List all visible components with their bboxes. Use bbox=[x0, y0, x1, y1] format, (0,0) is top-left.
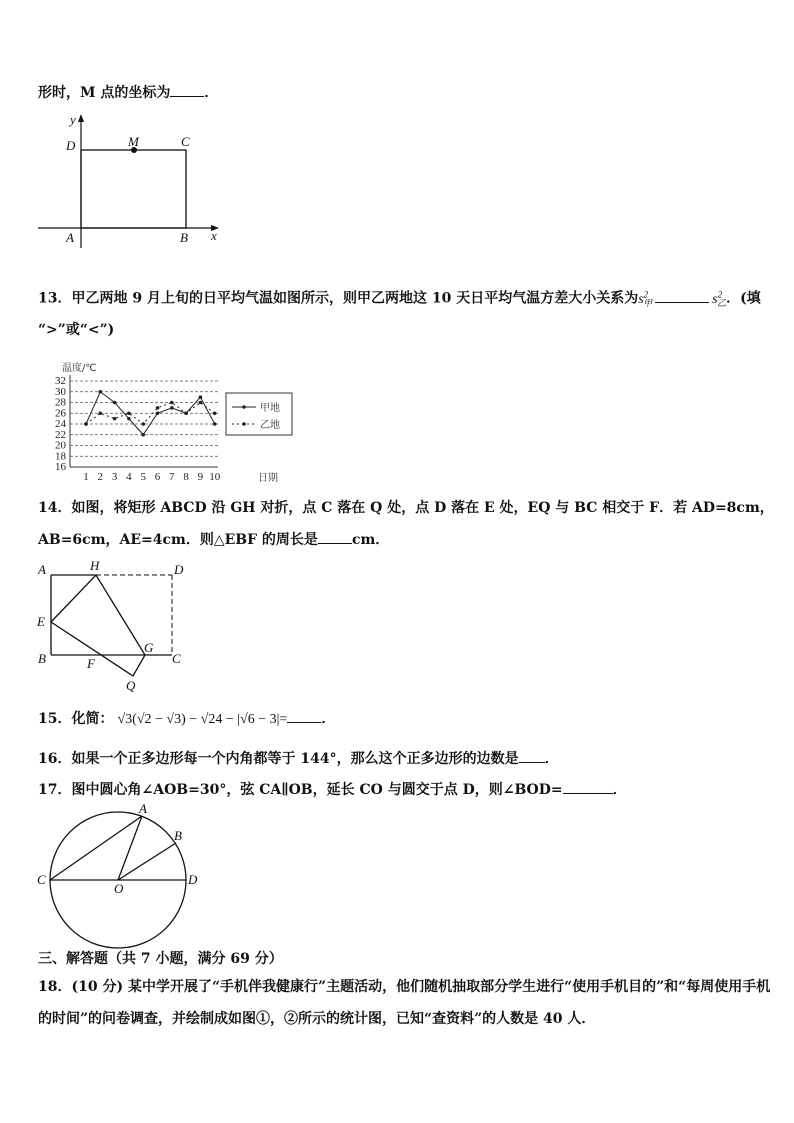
label-b: B bbox=[38, 651, 46, 666]
chart-y-tick-label: 16 bbox=[55, 461, 66, 473]
series-1-point bbox=[127, 417, 131, 421]
label-c: C bbox=[172, 651, 181, 666]
chart-y-tick-label: 26 bbox=[55, 407, 66, 420]
chart-y-tick-label: 24 bbox=[55, 418, 66, 430]
legend-marker-2 bbox=[242, 422, 246, 426]
s-yi: $s^2_乙$ bbox=[712, 289, 727, 309]
label-q: Q bbox=[126, 678, 136, 693]
q15-expression: √3(√2 − √3) − √24 − |√6 − 3|= bbox=[117, 712, 288, 727]
chart-y-tick-label: 18 bbox=[55, 450, 66, 463]
series-1-point bbox=[99, 390, 103, 394]
label-d: D bbox=[188, 872, 198, 887]
legend-marker-1 bbox=[242, 405, 246, 409]
chart-y-tick-label: 20 bbox=[55, 439, 66, 452]
chart-y-tick-label: 28 bbox=[55, 396, 66, 409]
label-c: C bbox=[181, 134, 190, 149]
label-a: A bbox=[139, 801, 147, 816]
answer-blank-q15[interactable] bbox=[287, 708, 321, 723]
legend-label-2: 乙地 bbox=[260, 420, 280, 431]
q13-line2: “>”或“<”) bbox=[38, 322, 115, 338]
series-1-point bbox=[113, 401, 117, 405]
chart-x-tick-label: 5 bbox=[140, 471, 146, 483]
series-2-point bbox=[199, 401, 203, 405]
chart-x-tick-label: 3 bbox=[111, 471, 118, 483]
chart-legend-box bbox=[226, 393, 292, 435]
legend-label-1: 甲地 bbox=[260, 403, 280, 414]
series-2-point bbox=[99, 411, 103, 415]
q16-line: 16．如果一个正多边形每一个内角都等于 144°，那么这个正多边形的边数是 ． bbox=[38, 748, 559, 769]
q12-figure bbox=[30, 110, 230, 250]
q15-line: 15．化简： √3(√2 − √3) − √24 − |√6 − 3|= ． bbox=[38, 708, 335, 730]
chart-x-tick-label: 6 bbox=[154, 471, 161, 483]
series-2-point bbox=[127, 411, 131, 415]
label-m: M bbox=[128, 134, 139, 149]
series-2-point bbox=[156, 406, 160, 410]
q12-tail-line: 形时，M 点的坐标为 ． bbox=[38, 82, 218, 103]
answer-blank-q14[interactable] bbox=[318, 529, 352, 544]
label-h: H bbox=[90, 558, 100, 573]
label-o: O bbox=[114, 881, 124, 896]
label-b: B bbox=[180, 230, 188, 245]
chart-x-tick-label: 7 bbox=[169, 471, 175, 483]
q14-line1: 14．如图，将矩形 ABCD 沿 GH 对折，点 C 落在 Q 处，点 D 落在 E 处，EQ 与 BC 相交于 F．若 AD=8cm， bbox=[38, 500, 774, 516]
series-2-point bbox=[113, 417, 117, 421]
s-jia: $s^2_甲$ bbox=[638, 289, 653, 309]
label-x: x bbox=[211, 228, 217, 243]
series-2-point bbox=[170, 401, 174, 405]
answer-blank-q13[interactable] bbox=[655, 288, 709, 303]
label-d: D bbox=[66, 138, 76, 153]
answer-blank-q16[interactable] bbox=[519, 748, 545, 763]
label-f: F bbox=[87, 656, 95, 671]
temperature-chart bbox=[40, 355, 300, 485]
series-2-point bbox=[141, 422, 145, 426]
chart-x-tick-label: 8 bbox=[183, 471, 189, 483]
label-y: y bbox=[70, 112, 76, 127]
chart-xlabel: 日期 bbox=[258, 473, 278, 484]
q18-line1: 18．(10 分) 某中学开展了“手机伴我健康行”主题活动，他们随机抽取部分学生进行“使用手机目的”和“每周使用手机 bbox=[38, 979, 771, 995]
label-g: G bbox=[144, 640, 154, 655]
series-1-point bbox=[156, 411, 160, 415]
series-1-point bbox=[199, 395, 203, 399]
chart-y-tick-label: 30 bbox=[55, 385, 66, 398]
answer-blank-q12[interactable] bbox=[170, 82, 204, 97]
label-a: A bbox=[66, 230, 74, 245]
chart-ylabel: 温度/℃ bbox=[62, 363, 97, 374]
label-c: C bbox=[37, 872, 46, 887]
q17-line: 17．图中圆心角∠AOB=30°，弦 CA∥OB，延长 CO 与圆交于点 D，则∠BOD= ． bbox=[38, 779, 627, 800]
q17-figure bbox=[30, 800, 210, 950]
q14-figure bbox=[30, 560, 200, 695]
chart-y-tick-label: 32 bbox=[55, 375, 66, 387]
section-3-title: 三、解答题（共 7 小题，满分 69 分） bbox=[38, 951, 283, 967]
chart-y-tick-label: 22 bbox=[55, 428, 66, 441]
series-1-point bbox=[213, 422, 217, 426]
q13-line1: 13．甲乙两地 9 月上旬的日平均气温如图所示，则甲乙两地这 10 天日平均气温方差大小关系为$s^2_甲$ $s^2_乙$．(填 bbox=[38, 289, 761, 309]
series-2-point bbox=[213, 411, 217, 415]
chart-x-tick-label: 1 bbox=[83, 471, 89, 483]
answer-blank-q17[interactable] bbox=[563, 779, 613, 794]
chart-x-tick-label: 9 bbox=[197, 471, 204, 483]
q12-text: 形时，M 点的坐标为 bbox=[38, 85, 171, 101]
series-1-point bbox=[170, 406, 174, 410]
label-a: A bbox=[38, 562, 46, 577]
label-e: E bbox=[37, 614, 45, 629]
series-2-point bbox=[84, 422, 88, 426]
chart-x-tick-label: 2 bbox=[97, 471, 104, 483]
q18-line2: 的时间”的问卷调查，并绘制成如图①，②所示的统计图，已知“查资料”的人数是 40 人． bbox=[38, 1011, 596, 1027]
q14-line2: AB=6cm，AE=4cm．则△EBF 的周长是 cm． bbox=[38, 529, 389, 550]
chart-x-tick-label: 4 bbox=[126, 471, 132, 483]
chart-x-tick-label: 10 bbox=[209, 471, 221, 483]
label-d: D bbox=[174, 562, 184, 577]
series-2-point bbox=[184, 411, 188, 415]
series-1-point bbox=[141, 433, 145, 437]
label-b: B bbox=[174, 828, 182, 843]
